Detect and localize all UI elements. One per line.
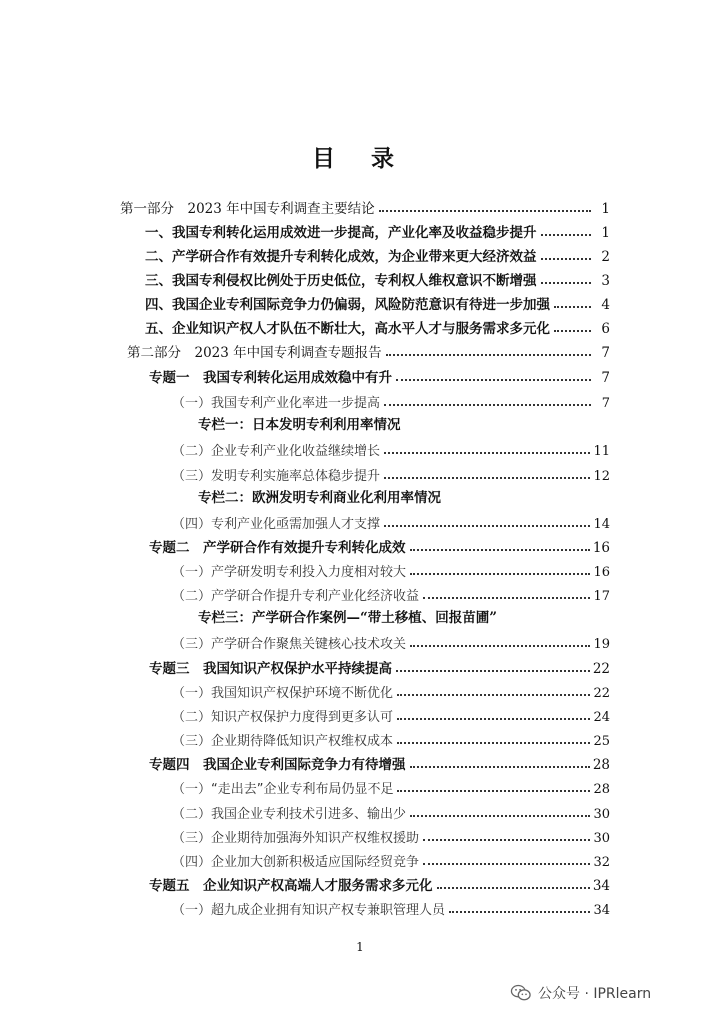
toc-entry[interactable] <box>145 243 610 265</box>
toc-entry-page: 14 <box>593 517 610 532</box>
toc-entry-label: 专题五 企业知识产权高端人才服务需求多元化 <box>149 878 433 894</box>
toc-entry-page: 16 <box>593 565 610 580</box>
toc-entry-label: （一）产学研发明专利投入力度相对较大 <box>172 565 407 580</box>
toc-entry-label: 第一部分 2023 年中国专利调查主要结论 <box>120 201 375 217</box>
toc-entry[interactable] <box>172 775 610 797</box>
toc-entry-label: （四）企业加大创新积极适应国际经贸竞争 <box>172 855 420 870</box>
toc-entry-page: 34 <box>592 878 610 894</box>
toc-entry[interactable] <box>120 195 610 217</box>
toc-entry-label: （三）企业期待降低知识产权维权成本 <box>172 734 394 749</box>
toc-entry-label: 四、我国企业专利国际竞争力仍偏弱，风险防范意识有待进一步加强 <box>145 297 550 313</box>
toc-entry-label: （三）企业期待加强海外知识产权维权援助 <box>172 831 420 846</box>
toc-entry-label: （二）我国企业专利技术引进多、输出少 <box>172 807 407 822</box>
toc-entry-page: 25 <box>593 734 610 749</box>
toc-entry-page: 32 <box>593 855 610 870</box>
toc-entry-page: 28 <box>592 757 610 773</box>
toc-entry[interactable] <box>172 703 610 725</box>
toc-entry-label: 专题三 我国知识产权保护水平持续提高 <box>149 661 392 677</box>
toc-entry-label: 一、我国专利转化运用成效进一步提高，产业化率及收益稳步提升 <box>145 225 537 241</box>
toc-entry-page: 22 <box>593 686 610 701</box>
toc-entry-label: （一）我国专利产业化率进一步提高 <box>172 396 381 411</box>
toc-entry-page: 1 <box>601 201 610 217</box>
toc-entry[interactable] <box>172 510 610 532</box>
toc-entry-label: （三）发明专利实施率总体稳步提升 <box>172 469 381 484</box>
toc-entry[interactable] <box>149 364 610 386</box>
watermark-text: 公众号 · IPRlearn <box>538 986 652 1002</box>
toc-entry-label: （二）企业专利产业化收益继续增长 <box>172 444 381 459</box>
toc-entry-label: （一）超九成企业拥有知识产权专兼职管理人员 <box>172 903 446 918</box>
toc-entry-page: 28 <box>593 782 610 797</box>
toc-entry-label: 第二部分 2023 年中国专利调查专题报告 <box>127 345 382 361</box>
toc-entry[interactable] <box>145 267 610 289</box>
toc-entry[interactable] <box>172 582 610 604</box>
toc-entry[interactable] <box>172 437 610 459</box>
toc-entry-page: 34 <box>593 903 610 918</box>
wechat-icon <box>510 983 532 1003</box>
toc-entry[interactable] <box>172 389 610 411</box>
toc-entry[interactable] <box>149 534 610 556</box>
toc-entry-page: 24 <box>593 710 610 725</box>
page-number: 1 <box>356 940 364 954</box>
toc-entry-page: 3 <box>601 273 610 289</box>
column-heading[interactable]: 专栏一：日本发明专利利用率情况 <box>198 417 401 433</box>
toc-entry-page: 16 <box>592 540 610 556</box>
toc-entry-page: 30 <box>593 831 610 846</box>
toc-entry-label: （一）“走出去”企业专利布局仍显不足 <box>172 782 394 797</box>
column-heading[interactable]: 专栏二：欧洲发明专利商业化利用率情况 <box>198 490 441 506</box>
toc-entry[interactable] <box>172 462 610 484</box>
toc-entry-page: 7 <box>601 370 610 386</box>
toc-entry[interactable] <box>172 824 610 846</box>
toc-entry-label: （二）产学研合作提升专利产业化经济收益 <box>172 589 420 604</box>
toc-entry-page: 7 <box>601 396 610 411</box>
toc-entry[interactable] <box>149 872 610 894</box>
toc-entry[interactable] <box>149 751 610 773</box>
toc-entry[interactable] <box>145 315 610 337</box>
toc-entry[interactable] <box>149 655 610 677</box>
page-title: 目 录 <box>311 145 408 172</box>
toc-entry-label: 三、我国专利侵权比例处于历史低位，专利权人维权意识不断增强 <box>145 273 537 289</box>
toc-entry-page: 22 <box>592 661 610 677</box>
toc-entry-page: 11 <box>593 444 610 459</box>
toc-entry[interactable] <box>172 679 610 701</box>
toc-entry-page: 30 <box>593 807 610 822</box>
toc-entry-label: （三）产学研合作聚焦关键核心技术攻关 <box>172 637 407 652</box>
toc-entry-label: （四）专利产业化亟需加强人才支撑 <box>172 517 381 532</box>
toc-entry-page: 12 <box>593 469 610 484</box>
toc-entry[interactable] <box>145 219 610 241</box>
toc-entry-label: （二）知识产权保护力度得到更多认可 <box>172 710 394 725</box>
toc-entry-page: 19 <box>593 637 610 652</box>
toc-entry[interactable] <box>127 339 610 361</box>
toc-entry-label: （一）我国知识产权保护环境不断优化 <box>172 686 394 701</box>
toc-entry-label: 专题四 我国企业专利国际竞争力有待增强 <box>149 757 406 773</box>
toc-entry[interactable] <box>172 848 610 870</box>
toc-entry-label: 二、产学研合作有效提升专利转化成效，为企业带来更大经济效益 <box>145 249 537 265</box>
toc-entry-page: 7 <box>601 345 610 361</box>
toc-entry-page: 2 <box>601 249 610 265</box>
toc-entry-page: 1 <box>601 225 610 241</box>
toc-entry-label: 专题一 我国专利转化运用成效稳中有升 <box>149 370 392 386</box>
toc-entry[interactable] <box>172 800 610 822</box>
toc-entry-page: 17 <box>593 589 610 604</box>
toc-entry[interactable] <box>145 291 610 313</box>
toc-entry[interactable] <box>172 630 610 652</box>
toc-entry[interactable] <box>172 896 610 918</box>
toc-entry-page: 6 <box>601 321 610 337</box>
column-heading[interactable]: 专栏三：产学研合作案例—“带土移植、回报苗圃” <box>198 610 498 626</box>
toc-entry[interactable] <box>172 558 610 580</box>
watermark <box>510 981 651 1005</box>
toc-entry-label: 五、企业知识产权人才队伍不断壮大，高水平人才与服务需求多元化 <box>145 321 550 337</box>
toc-entry[interactable] <box>172 727 610 749</box>
toc-entry-page: 4 <box>601 297 610 313</box>
toc-entry-label: 专题二 产学研合作有效提升专利转化成效 <box>149 540 406 556</box>
